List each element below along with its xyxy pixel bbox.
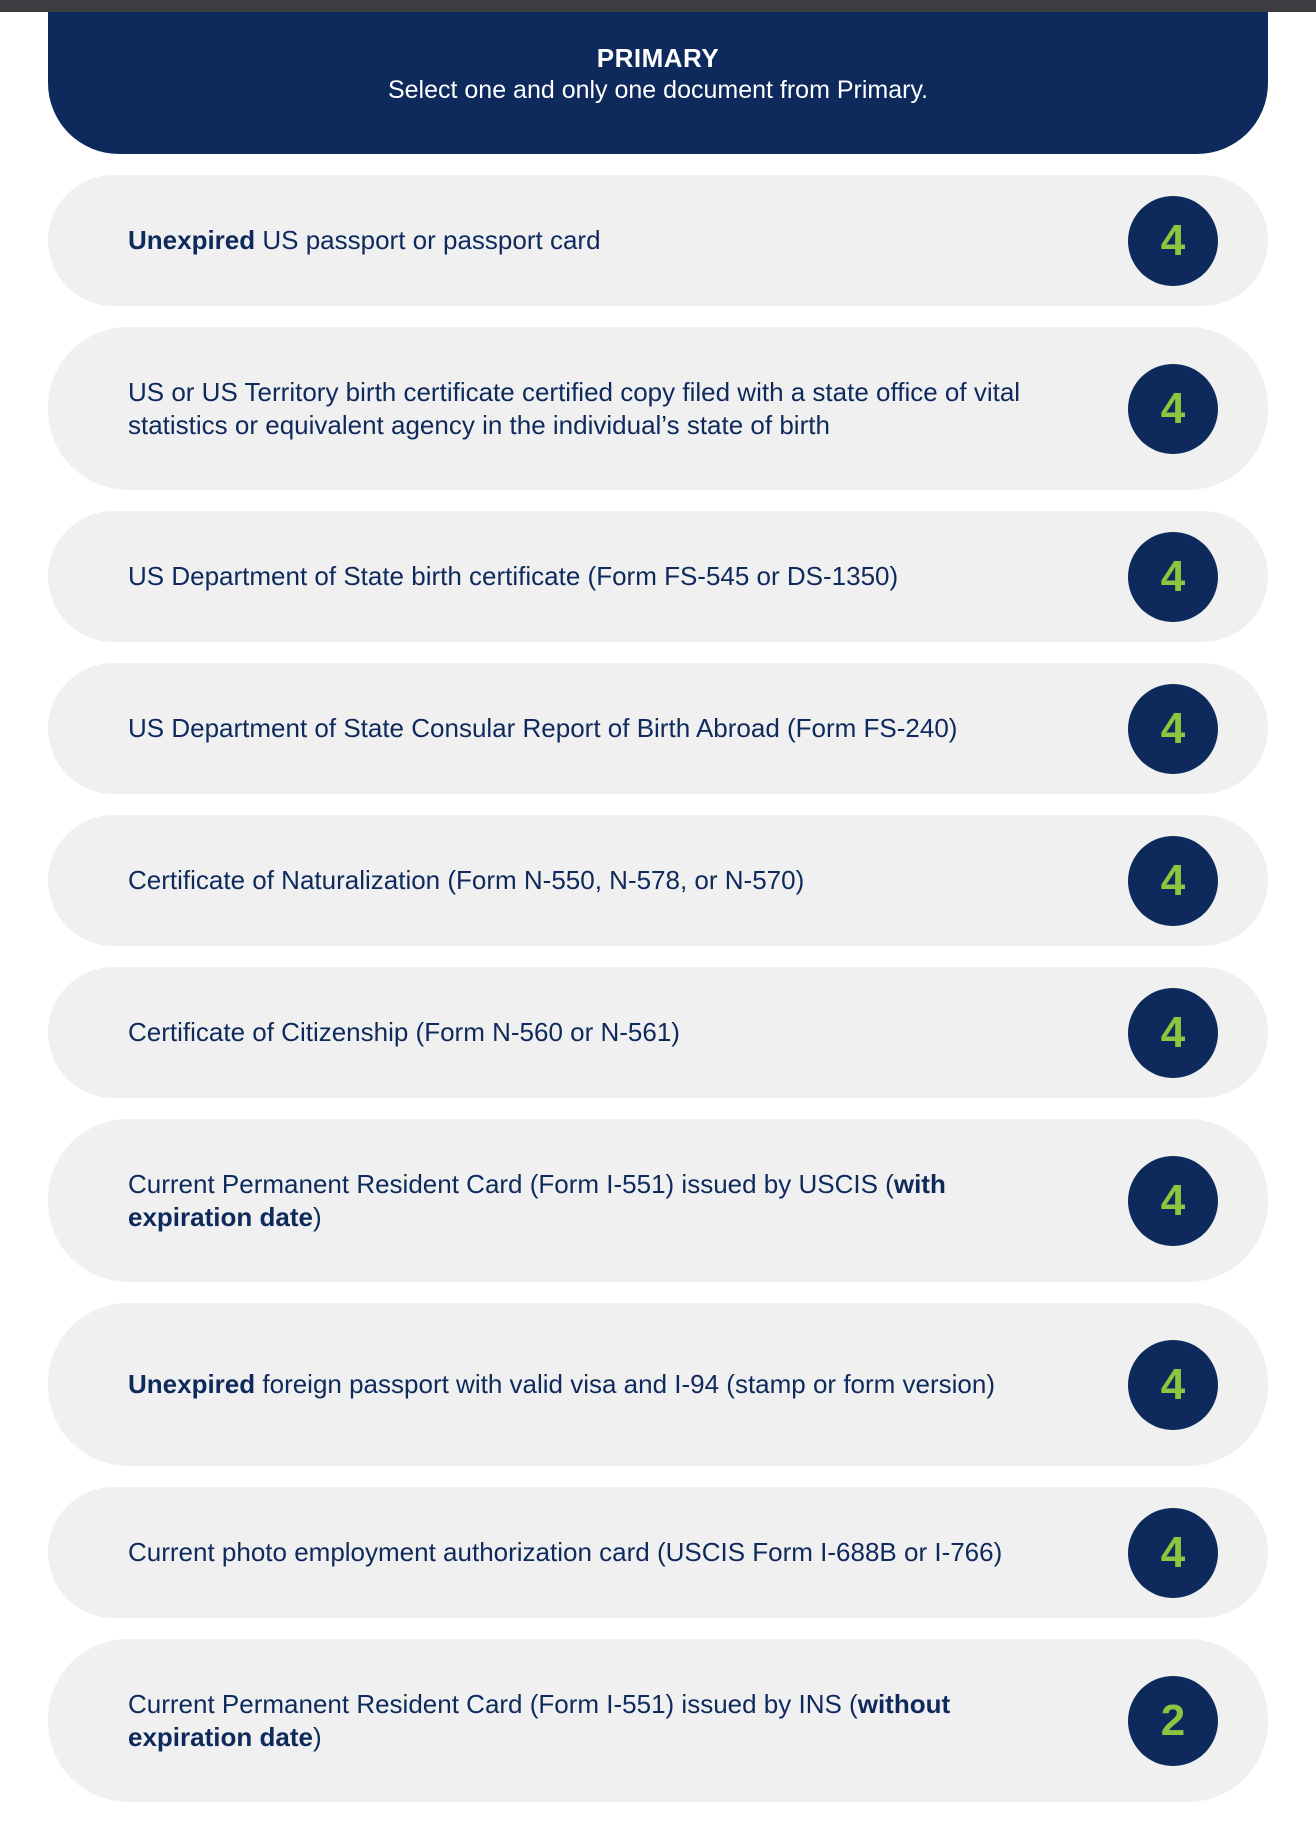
document-row	[48, 1639, 1268, 1802]
document-label	[128, 1368, 995, 1401]
header-title: PRIMARY	[596, 43, 720, 73]
document-label-text: Certificate of Naturalization (Form N-550, N-578, or N-570)	[128, 865, 805, 895]
points-badge: 4	[1128, 988, 1218, 1078]
document-label-text: Certificate of Citizenship (Form N-560 or N-561)	[128, 1017, 680, 1047]
document-row	[48, 967, 1268, 1098]
document-label-bold-suffix: without expiration date	[128, 1688, 951, 1752]
document-label	[128, 376, 1058, 442]
document-label-bold: Unexpired	[128, 1369, 256, 1399]
document-label-bold-suffix: with expiration date	[128, 1168, 946, 1232]
document-label	[128, 224, 601, 257]
document-label	[128, 1536, 1002, 1569]
points-badge: 4	[1128, 1340, 1218, 1430]
document-label-text: US Department of State birth certificate (Form FS-545 or DS-1350)	[128, 561, 899, 591]
document-label	[128, 1688, 1058, 1754]
points-badge: 2	[1128, 1676, 1218, 1766]
points-badge: 4	[1128, 532, 1218, 622]
document-label-tail: )	[312, 1721, 322, 1752]
document-row	[48, 327, 1268, 490]
document-row	[48, 175, 1268, 306]
document-row	[48, 1303, 1268, 1466]
points-badge: 4	[1128, 836, 1218, 926]
document-label-text: US passport or passport card	[255, 225, 601, 255]
document-label-tail: )	[312, 1201, 322, 1232]
document-label-text: US Department of State Consular Report of Birth Abroad (Form FS-240)	[128, 713, 958, 743]
document-label	[128, 864, 804, 897]
points-badge: 4	[1128, 196, 1218, 286]
document-label-text: US or US Territory birth certificate certified copy filed with a state office of vital statistics or equivalent agency in the individual’s state of birth	[128, 376, 1021, 440]
points-badge: 4	[1128, 1156, 1218, 1246]
document-label	[128, 712, 957, 745]
document-label	[128, 1168, 1058, 1234]
document-label-text: Current Permanent Resident Card (Form I-551) issued by INS (	[128, 1688, 858, 1719]
points-badge: 4	[1128, 1508, 1218, 1598]
points-badge: 4	[1128, 684, 1218, 774]
document-row	[48, 663, 1268, 794]
document-label	[128, 560, 898, 593]
document-label-bold: Unexpired	[128, 225, 256, 255]
top-strip	[0, 0, 1316, 12]
header-subtitle: Select one and only one document from Primary.	[387, 76, 929, 104]
document-label-text: Current Permanent Resident Card (Form I-551) issued by USCIS (	[128, 1168, 894, 1199]
document-row	[48, 511, 1268, 642]
document-label-text: foreign passport with valid visa and I-94 (stamp or form version)	[255, 1369, 996, 1399]
primary-header	[48, 12, 1268, 154]
document-label	[128, 1016, 680, 1049]
document-label-text: Current photo employment authorization card (USCIS Form I-688B or I-766)	[128, 1537, 1003, 1567]
primary-documents-panel	[48, 12, 1268, 1802]
document-row	[48, 1119, 1268, 1282]
points-badge: 4	[1128, 364, 1218, 454]
document-row	[48, 1487, 1268, 1618]
document-row	[48, 815, 1268, 946]
